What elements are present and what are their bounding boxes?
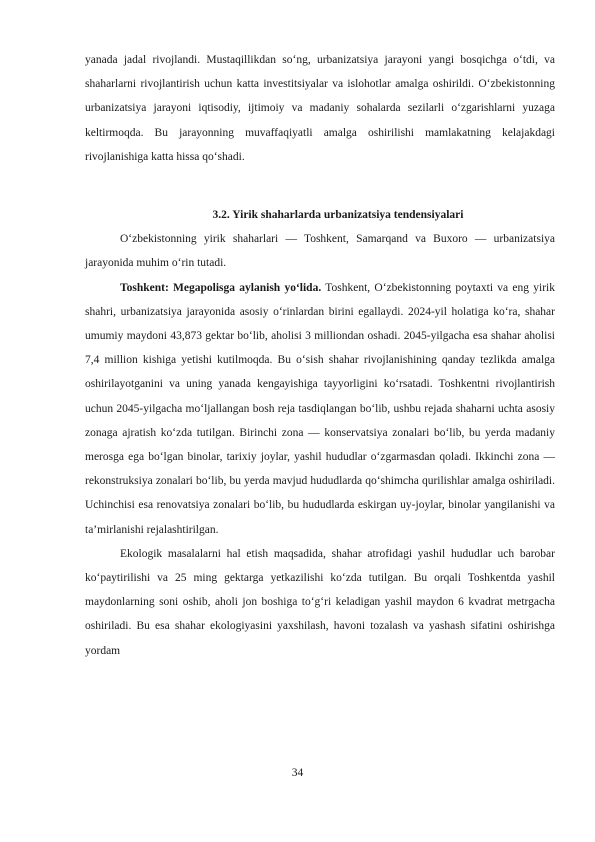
paragraph-ecology: Ekologik masalalarni hal etish maqsadida, shahar atrofidagi yashil hududlar uch barobar ko‘paytirilishi va 25 ming gektarga yetkazilishi ko‘zda tutilgan. Bu orqali Toshkentda yashil maydonlarning soni oshib, aholi jon boshiga to‘g‘ri keladigan yashil maydon 6 kvadrat metrgacha oshiriladi. Bu esa shahar ekologiyasini yaxshilash, havoni tozalash va yashash sifatini oshirishga yordam xyxy=(85,547,555,657)
paragraph-toshkent-title: Toshkent: Megapolisga aylanish yo‘lida. xyxy=(120,281,322,294)
paragraph-intro: yanada jadal rivojlandi. Mustaqillikdan so‘ng, urbanizatsiya jarayoni yangi bosqichga o‘tdi, va shaharlarni rivojlantirish uchun katta investitsiyalar va islohotlar amalga oshirildi. O‘zbekistonning urbanizatsiya jarayoni iqtisodiy, ijtimoiy va madaniy sohalarda sezilarli o‘zgarishlarni yuzaga keltirmoqda. Bu jarayonning muvaffaqiyatli amalga oshirilishi mamlakatning kelajakdagi rivojlanishiga katta hissa qo‘shadi. xyxy=(85,54,555,163)
page-number: 34 xyxy=(291,767,304,779)
section-heading: 3.2. Yirik shaharlarda urbanizatsiya tendensiyalari xyxy=(212,209,464,222)
paragraph-toshkent-body: Toshkent, O‘zbekistonning poytaxti va eng yirik shahri, urbanizatsiya jarayonida asosiy o‘rinlardan birini egallaydi. 2024-yil holatiga ko‘ra, shahar umumiy maydoni 43,873 gektar bo‘lib, aholisi 3 milliondan oshadi. 2045-yilgacha esa shahar aholisi 7,4 million kishiga yetishi kutilmoqda. Bu o‘sish shahar rivojlanishining qanday tezlikda amalga oshirilayotganini va uning yanada kengayishiga tayyorligini ko‘rsatadi. Toshkentni rivojlantirish uchun 2045-yilgacha mo‘ljallangan bosh reja tasdiqlangan bo‘lib, ushbu rejada shaharni uchta asosiy zonaga ajratish ko‘zda tutilgan. Birinchi zona — konservatsiya zonalari bo‘lib, bu yerda madaniy merosga ega bo‘lgan binolar, tarixiy joylar, yashil hududlar o‘zgarmasdan qoladi. Ikkinchi zona — rekonstruksiya zonalari bo‘lib, bu yerda mavjud hududlarda qo‘shimcha qurilishlar amalga oshiriladi. Uchinchisi esa renovatsiya zonalari bo‘lib, bu hududlarda eskirgan uy-joylar, binolar yangilanishi va ta’mirlanishi rejalashtirilgan. xyxy=(85,281,555,536)
spacer xyxy=(85,169,555,203)
paragraph-toshkent xyxy=(85,276,555,542)
paragraph-lead: O‘zbekistonning yirik shaharlari — Toshkent, Samarqand va Buxoro — urbanizatsiya jarayonida muhim o‘rin tutadi. xyxy=(85,233,555,270)
page-content xyxy=(85,48,555,663)
